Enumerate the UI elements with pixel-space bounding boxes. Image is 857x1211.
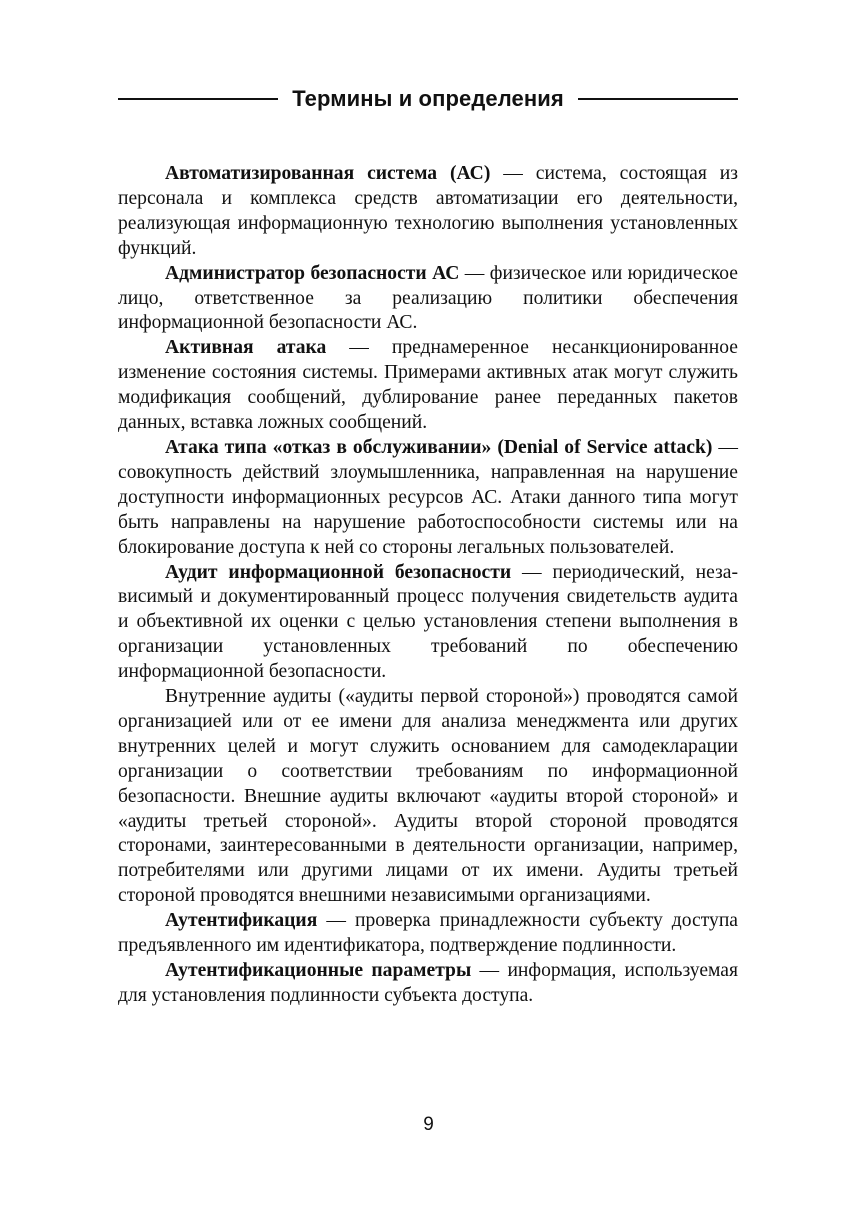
definition: — физическое или юридическое лицо, ответственное за реализацию политики обеспечения информационной безопасности АС. <box>118 262 738 334</box>
definition: — проверка принадлежности субъекту доступа предъявленного им идентификатора, подтверждение подлинности. <box>118 910 738 957</box>
section-title: Термины и определения <box>292 86 564 111</box>
entry-audit-explanation: Внутренние аудиты («аудиты первой стороной») проводятся самой организацией или от ее имени для анализа менеджмента или других внутренних целей и могут служить основанием для самодекларации организации о соответствии требованиям по информационной безопасности. Внешние аудиты включают «аудиты второй стороной» и «аудиты третьей стороной». Аудиты второй стороной проводятся сторонами, заинтересованными в деятельности организации, например, потребителями или другими лицами от их имени. Аудиты третьей стороной проводятся внешними независимыми организациями. <box>118 686 738 907</box>
entry-automated-system <box>118 162 738 262</box>
entry-authentication <box>118 909 738 959</box>
term: Автоматизированная система (АС) <box>165 163 491 184</box>
entry-active-attack <box>118 336 738 436</box>
definition: — периодический, независимый и документированный процесс получения свидетельств аудита и объективной их оценки с целью установления степени выполнения в организации установленных требований по обеспечению информационной безопасности. <box>118 561 738 683</box>
page-number: 9 <box>423 1114 434 1135</box>
header-rule-left <box>118 98 278 100</box>
entry-authentication-parameters <box>118 959 738 1009</box>
term: Аудит информационной безопасности <box>165 561 512 583</box>
definition: — совокупность действий злоумышленника, направленная на нарушение доступности информационных ресурсов АС. Атаки данного типа могут быть направлены на нарушение работоспособности системы или на блокирование доступа к ней со стороны легальных пользователей. <box>118 436 738 558</box>
term: Администратор безопасности АС <box>165 262 460 284</box>
glossary-body <box>118 162 738 1009</box>
entry-security-audit <box>118 561 738 686</box>
term: Атака типа «отказ в обслуживании» (Denial of Service attack) <box>165 436 713 458</box>
definition: — информация, используемая для установления подлинности субъекта доступа. <box>118 960 738 1006</box>
header-rule-right <box>578 98 738 100</box>
definition: — система, состоящая из персонала и комплекса средств автоматизации его деятельности, реализующая информационную технологию выполнения установленных функций. <box>118 163 738 259</box>
definition: — преднамеренное несанкционированное изменение состояния системы. Примерами активных атак могут служить модификация сообщений, дублирование ранее переданных пакетов данных, вставка ложных сообщений. <box>118 337 738 434</box>
entry-dos-attack <box>118 436 738 561</box>
term: Аутентификационные параметры <box>165 960 472 981</box>
term: Аутентификация <box>165 910 318 932</box>
section-header <box>118 84 738 114</box>
entry-security-administrator <box>118 262 738 337</box>
term: Активная атака <box>165 337 327 359</box>
